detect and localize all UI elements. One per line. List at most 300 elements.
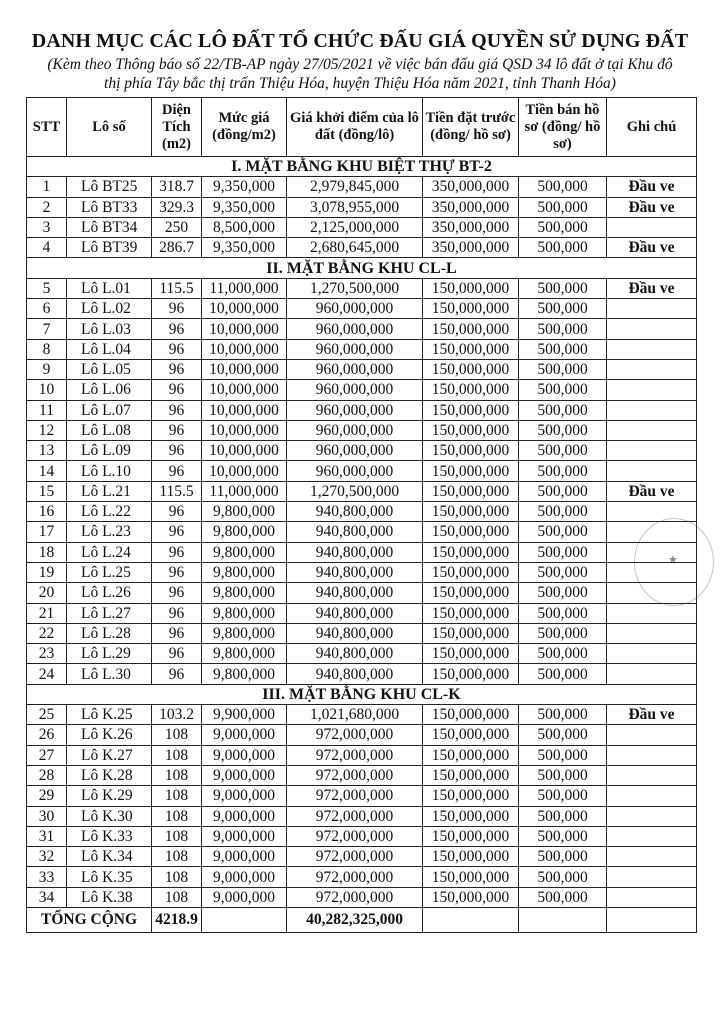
cell-note xyxy=(607,887,697,907)
table-row xyxy=(27,745,697,765)
table-row xyxy=(27,339,697,359)
cell-area: 108 xyxy=(152,725,202,745)
cell-deposit: 150,000,000 xyxy=(423,603,519,623)
subtitle-line-2: thị phía Tây bắc thị trấn Thiệu Hóa, huyện Thiệu Hóa năm 2021, tỉnh Thanh Hóa) xyxy=(104,75,616,92)
cell-stt: 17 xyxy=(27,522,67,542)
cell-area: 96 xyxy=(152,441,202,461)
cell-area: 96 xyxy=(152,420,202,440)
cell-price: 10,000,000 xyxy=(202,380,287,400)
cell-area: 250 xyxy=(152,217,202,237)
cell-lot: Lô K.30 xyxy=(67,806,152,826)
cell-deposit: 150,000,000 xyxy=(423,400,519,420)
cell-start-price: 3,078,955,000 xyxy=(287,197,423,217)
table-row xyxy=(27,806,697,826)
document-subtitle xyxy=(0,55,720,93)
cell-note xyxy=(607,319,697,339)
cell-area: 96 xyxy=(152,400,202,420)
cell-area: 108 xyxy=(152,826,202,846)
cell-price: 9,350,000 xyxy=(202,177,287,197)
cell-lot: Lô BT34 xyxy=(67,217,152,237)
header-deposit: Tiền đặt trước (đồng/ hồ sơ) xyxy=(423,98,519,157)
cell-doc-fee: 500,000 xyxy=(519,299,607,319)
cell-lot: Lô K.35 xyxy=(67,867,152,887)
cell-stt: 32 xyxy=(27,847,67,867)
cell-price: 9,000,000 xyxy=(202,806,287,826)
cell-price: 9,350,000 xyxy=(202,238,287,258)
cell-area: 96 xyxy=(152,339,202,359)
table-row xyxy=(27,786,697,806)
cell-note xyxy=(607,217,697,237)
cell-lot: Lô L.01 xyxy=(67,278,152,298)
cell-start-price: 940,800,000 xyxy=(287,644,423,664)
cell-note xyxy=(607,806,697,826)
table-row xyxy=(27,725,697,745)
cell-area: 96 xyxy=(152,380,202,400)
cell-price: 9,800,000 xyxy=(202,522,287,542)
cell-deposit: 350,000,000 xyxy=(423,197,519,217)
table-row xyxy=(27,562,697,582)
cell-doc-fee: 500,000 xyxy=(519,380,607,400)
cell-deposit: 150,000,000 xyxy=(423,705,519,725)
cell-price: 11,000,000 xyxy=(202,278,287,298)
cell-lot: Lô L.02 xyxy=(67,299,152,319)
cell-note: Đầu ve xyxy=(607,278,697,298)
cell-stt: 18 xyxy=(27,542,67,562)
cell-stt: 30 xyxy=(27,806,67,826)
cell-doc-fee: 500,000 xyxy=(519,238,607,258)
cell-deposit: 150,000,000 xyxy=(423,887,519,907)
cell-area: 108 xyxy=(152,847,202,867)
cell-start-price: 940,800,000 xyxy=(287,623,423,643)
cell-area: 96 xyxy=(152,359,202,379)
cell-price: 9,800,000 xyxy=(202,603,287,623)
cell-stt: 4 xyxy=(27,238,67,258)
total-row xyxy=(27,907,697,932)
cell-area: 115.5 xyxy=(152,481,202,501)
cell-deposit: 150,000,000 xyxy=(423,522,519,542)
cell-deposit: 150,000,000 xyxy=(423,502,519,522)
cell-doc-fee: 500,000 xyxy=(519,441,607,461)
cell-start-price: 960,000,000 xyxy=(287,319,423,339)
header-start-price: Giá khởi điểm của lô đất (đồng/lô) xyxy=(287,98,423,157)
header-price: Mức giá (đồng/m2) xyxy=(202,98,287,157)
cell-stt: 24 xyxy=(27,664,67,684)
cell-start-price: 940,800,000 xyxy=(287,562,423,582)
cell-start-price: 960,000,000 xyxy=(287,461,423,481)
cell-doc-fee: 500,000 xyxy=(519,725,607,745)
cell-doc-fee: 500,000 xyxy=(519,867,607,887)
cell-doc-fee: 500,000 xyxy=(519,319,607,339)
total-empty-fee xyxy=(519,907,607,932)
cell-area: 96 xyxy=(152,623,202,643)
header-lot: Lô số xyxy=(67,98,152,157)
cell-stt: 34 xyxy=(27,887,67,907)
cell-start-price: 1,270,500,000 xyxy=(287,481,423,501)
cell-price: 9,000,000 xyxy=(202,867,287,887)
cell-price: 10,000,000 xyxy=(202,441,287,461)
table-row xyxy=(27,502,697,522)
cell-doc-fee: 500,000 xyxy=(519,481,607,501)
table-row xyxy=(27,603,697,623)
cell-doc-fee: 500,000 xyxy=(519,887,607,907)
cell-note xyxy=(607,502,697,522)
table-row xyxy=(27,623,697,643)
cell-price: 9,000,000 xyxy=(202,765,287,785)
cell-stt: 23 xyxy=(27,644,67,664)
cell-lot: Lô L.23 xyxy=(67,522,152,542)
cell-stt: 16 xyxy=(27,502,67,522)
total-empty-note xyxy=(607,907,697,932)
table-row xyxy=(27,867,697,887)
cell-start-price: 940,800,000 xyxy=(287,542,423,562)
table-row xyxy=(27,461,697,481)
cell-stt: 15 xyxy=(27,481,67,501)
cell-note xyxy=(607,745,697,765)
cell-lot: Lô L.24 xyxy=(67,542,152,562)
cell-stt: 10 xyxy=(27,380,67,400)
document-title: DANH MỤC CÁC LÔ ĐẤT TỔ CHỨC ĐẤU GIÁ QUYỀN SỬ DỤNG ĐẤT xyxy=(31,30,689,52)
cell-stt: 13 xyxy=(27,441,67,461)
cell-note xyxy=(607,420,697,440)
cell-start-price: 972,000,000 xyxy=(287,806,423,826)
cell-start-price: 1,270,500,000 xyxy=(287,278,423,298)
cell-price: 9,000,000 xyxy=(202,725,287,745)
cell-price: 10,000,000 xyxy=(202,339,287,359)
cell-lot: Lô L.09 xyxy=(67,441,152,461)
cell-deposit: 150,000,000 xyxy=(423,380,519,400)
table-row xyxy=(27,522,697,542)
cell-area: 108 xyxy=(152,867,202,887)
cell-doc-fee: 500,000 xyxy=(519,826,607,846)
cell-start-price: 960,000,000 xyxy=(287,420,423,440)
cell-price: 9,800,000 xyxy=(202,542,287,562)
table-row xyxy=(27,197,697,217)
cell-lot: Lô L.22 xyxy=(67,502,152,522)
cell-deposit: 150,000,000 xyxy=(423,461,519,481)
cell-lot: Lô K.28 xyxy=(67,765,152,785)
cell-note xyxy=(607,562,697,582)
cell-doc-fee: 500,000 xyxy=(519,806,607,826)
lot-table xyxy=(26,97,697,933)
cell-note xyxy=(607,725,697,745)
cell-area: 96 xyxy=(152,603,202,623)
header-note: Ghi chú xyxy=(607,98,697,157)
cell-start-price: 972,000,000 xyxy=(287,867,423,887)
cell-stt: 26 xyxy=(27,725,67,745)
cell-price: 9,800,000 xyxy=(202,623,287,643)
cell-stt: 3 xyxy=(27,217,67,237)
cell-price: 9,800,000 xyxy=(202,644,287,664)
total-empty-deposit xyxy=(423,907,519,932)
table-row xyxy=(27,481,697,501)
cell-price: 10,000,000 xyxy=(202,359,287,379)
cell-note: Đầu ve xyxy=(607,197,697,217)
section-header-row xyxy=(27,157,697,177)
total-empty-price xyxy=(202,907,287,932)
cell-lot: Lô K.38 xyxy=(67,887,152,907)
cell-doc-fee: 500,000 xyxy=(519,339,607,359)
cell-area: 103.2 xyxy=(152,705,202,725)
cell-doc-fee: 500,000 xyxy=(519,502,607,522)
cell-note xyxy=(607,867,697,887)
cell-stt: 29 xyxy=(27,786,67,806)
cell-note xyxy=(607,441,697,461)
cell-deposit: 150,000,000 xyxy=(423,806,519,826)
cell-doc-fee: 500,000 xyxy=(519,359,607,379)
cell-deposit: 150,000,000 xyxy=(423,826,519,846)
cell-note: Đầu ve xyxy=(607,177,697,197)
cell-deposit: 150,000,000 xyxy=(423,278,519,298)
cell-area: 96 xyxy=(152,502,202,522)
cell-stt: 7 xyxy=(27,319,67,339)
cell-price: 9,900,000 xyxy=(202,705,287,725)
cell-lot: Lô K.26 xyxy=(67,725,152,745)
cell-deposit: 350,000,000 xyxy=(423,177,519,197)
table-row xyxy=(27,887,697,907)
cell-stt: 8 xyxy=(27,339,67,359)
cell-area: 108 xyxy=(152,887,202,907)
cell-lot: Lô L.28 xyxy=(67,623,152,643)
cell-note xyxy=(607,380,697,400)
cell-deposit: 350,000,000 xyxy=(423,238,519,258)
cell-doc-fee: 500,000 xyxy=(519,786,607,806)
cell-price: 9,800,000 xyxy=(202,502,287,522)
cell-stt: 2 xyxy=(27,197,67,217)
cell-deposit: 150,000,000 xyxy=(423,847,519,867)
cell-lot: Lô L.29 xyxy=(67,644,152,664)
cell-start-price: 940,800,000 xyxy=(287,583,423,603)
cell-doc-fee: 500,000 xyxy=(519,197,607,217)
cell-area: 96 xyxy=(152,542,202,562)
cell-note xyxy=(607,299,697,319)
cell-deposit: 150,000,000 xyxy=(423,664,519,684)
total-start-price: 40,282,325,000 xyxy=(287,907,423,932)
cell-price: 10,000,000 xyxy=(202,299,287,319)
cell-start-price: 960,000,000 xyxy=(287,339,423,359)
cell-stt: 11 xyxy=(27,400,67,420)
cell-lot: Lô L.08 xyxy=(67,420,152,440)
table-row xyxy=(27,705,697,725)
cell-area: 286.7 xyxy=(152,238,202,258)
cell-lot: Lô L.21 xyxy=(67,481,152,501)
cell-doc-fee: 500,000 xyxy=(519,420,607,440)
cell-stt: 12 xyxy=(27,420,67,440)
cell-area: 115.5 xyxy=(152,278,202,298)
cell-deposit: 150,000,000 xyxy=(423,583,519,603)
table-row xyxy=(27,400,697,420)
cell-lot: Lô L.03 xyxy=(67,319,152,339)
cell-start-price: 2,680,645,000 xyxy=(287,238,423,258)
cell-lot: Lô K.27 xyxy=(67,745,152,765)
cell-start-price: 972,000,000 xyxy=(287,725,423,745)
total-label: TỔNG CỘNG xyxy=(27,907,152,932)
cell-start-price: 940,800,000 xyxy=(287,664,423,684)
cell-start-price: 940,800,000 xyxy=(287,603,423,623)
table-row xyxy=(27,238,697,258)
cell-start-price: 972,000,000 xyxy=(287,745,423,765)
cell-doc-fee: 500,000 xyxy=(519,745,607,765)
cell-lot: Lô BT33 xyxy=(67,197,152,217)
table-row xyxy=(27,177,697,197)
cell-lot: Lô L.07 xyxy=(67,400,152,420)
cell-doc-fee: 500,000 xyxy=(519,623,607,643)
cell-area: 318.7 xyxy=(152,177,202,197)
cell-start-price: 960,000,000 xyxy=(287,380,423,400)
cell-lot: Lô L.30 xyxy=(67,664,152,684)
cell-note xyxy=(607,603,697,623)
subtitle-line-1: (Kèm theo Thông báo số 22/TB-AP ngày 27/05/2021 về việc bán đấu giá QSD 34 lô đất ở tại Khu đô xyxy=(47,56,673,73)
cell-note xyxy=(607,623,697,643)
cell-doc-fee: 500,000 xyxy=(519,177,607,197)
cell-area: 96 xyxy=(152,319,202,339)
cell-note xyxy=(607,359,697,379)
cell-stt: 19 xyxy=(27,562,67,582)
section-header-row xyxy=(27,684,697,704)
cell-price: 9,000,000 xyxy=(202,786,287,806)
cell-start-price: 972,000,000 xyxy=(287,826,423,846)
cell-price: 9,000,000 xyxy=(202,826,287,846)
cell-start-price: 1,021,680,000 xyxy=(287,705,423,725)
cell-doc-fee: 500,000 xyxy=(519,705,607,725)
cell-note xyxy=(607,339,697,359)
table-row xyxy=(27,359,697,379)
cell-lot: Lô L.26 xyxy=(67,583,152,603)
cell-price: 9,800,000 xyxy=(202,664,287,684)
cell-note xyxy=(607,826,697,846)
cell-start-price: 2,125,000,000 xyxy=(287,217,423,237)
table-row xyxy=(27,420,697,440)
table-row xyxy=(27,644,697,664)
total-area: 4218.9 xyxy=(152,907,202,932)
cell-start-price: 960,000,000 xyxy=(287,441,423,461)
cell-doc-fee: 500,000 xyxy=(519,542,607,562)
table-row xyxy=(27,583,697,603)
cell-doc-fee: 500,000 xyxy=(519,400,607,420)
cell-area: 96 xyxy=(152,461,202,481)
section-title: II. MẶT BẰNG KHU CL-L xyxy=(27,258,697,278)
cell-lot: Lô BT39 xyxy=(67,238,152,258)
section-title: I. MẶT BẰNG KHU BIỆT THỰ BT-2 xyxy=(27,157,697,177)
cell-note xyxy=(607,461,697,481)
seal-star-icon: ★ xyxy=(668,554,678,566)
cell-start-price: 972,000,000 xyxy=(287,765,423,785)
cell-note xyxy=(607,786,697,806)
cell-start-price: 2,979,845,000 xyxy=(287,177,423,197)
table-row xyxy=(27,299,697,319)
table-row xyxy=(27,441,697,461)
cell-stt: 14 xyxy=(27,461,67,481)
cell-start-price: 960,000,000 xyxy=(287,299,423,319)
cell-price: 9,000,000 xyxy=(202,887,287,907)
cell-deposit: 150,000,000 xyxy=(423,562,519,582)
cell-lot: Lô K.34 xyxy=(67,847,152,867)
cell-note xyxy=(607,664,697,684)
cell-price: 10,000,000 xyxy=(202,400,287,420)
cell-lot: Lô L.10 xyxy=(67,461,152,481)
cell-lot: Lô L.06 xyxy=(67,380,152,400)
cell-area: 96 xyxy=(152,562,202,582)
cell-deposit: 150,000,000 xyxy=(423,786,519,806)
cell-doc-fee: 500,000 xyxy=(519,765,607,785)
cell-price: 9,000,000 xyxy=(202,745,287,765)
cell-area: 96 xyxy=(152,583,202,603)
cell-lot: Lô K.29 xyxy=(67,786,152,806)
cell-doc-fee: 500,000 xyxy=(519,278,607,298)
table-row xyxy=(27,765,697,785)
cell-price: 10,000,000 xyxy=(202,461,287,481)
cell-lot: Lô L.04 xyxy=(67,339,152,359)
cell-area: 108 xyxy=(152,806,202,826)
cell-deposit: 150,000,000 xyxy=(423,644,519,664)
cell-price: 8,500,000 xyxy=(202,217,287,237)
cell-deposit: 150,000,000 xyxy=(423,867,519,887)
header-stt: STT xyxy=(27,98,67,157)
cell-deposit: 150,000,000 xyxy=(423,319,519,339)
cell-area: 108 xyxy=(152,786,202,806)
header-area: Diện Tích (m2) xyxy=(152,98,202,157)
cell-deposit: 150,000,000 xyxy=(423,359,519,379)
cell-deposit: 150,000,000 xyxy=(423,481,519,501)
cell-deposit: 150,000,000 xyxy=(423,725,519,745)
table-row xyxy=(27,847,697,867)
table-row xyxy=(27,542,697,562)
cell-doc-fee: 500,000 xyxy=(519,583,607,603)
header-doc-fee: Tiền bán hồ sơ (đồng/ hồ sơ) xyxy=(519,98,607,157)
cell-note: Đầu ve xyxy=(607,705,697,725)
cell-deposit: 150,000,000 xyxy=(423,542,519,562)
cell-doc-fee: 500,000 xyxy=(519,847,607,867)
cell-area: 96 xyxy=(152,522,202,542)
cell-area: 108 xyxy=(152,745,202,765)
cell-deposit: 150,000,000 xyxy=(423,420,519,440)
cell-price: 10,000,000 xyxy=(202,319,287,339)
cell-stt: 5 xyxy=(27,278,67,298)
table-row xyxy=(27,217,697,237)
cell-note xyxy=(607,644,697,664)
cell-doc-fee: 500,000 xyxy=(519,461,607,481)
cell-note xyxy=(607,542,697,562)
cell-area: 96 xyxy=(152,644,202,664)
cell-deposit: 150,000,000 xyxy=(423,339,519,359)
cell-stt: 28 xyxy=(27,765,67,785)
cell-doc-fee: 500,000 xyxy=(519,217,607,237)
cell-price: 9,800,000 xyxy=(202,583,287,603)
cell-stt: 21 xyxy=(27,603,67,623)
cell-stt: 6 xyxy=(27,299,67,319)
table-row xyxy=(27,380,697,400)
cell-lot: Lô K.25 xyxy=(67,705,152,725)
cell-note xyxy=(607,765,697,785)
cell-deposit: 150,000,000 xyxy=(423,441,519,461)
cell-lot: Lô L.27 xyxy=(67,603,152,623)
cell-start-price: 960,000,000 xyxy=(287,400,423,420)
cell-stt: 31 xyxy=(27,826,67,846)
cell-stt: 20 xyxy=(27,583,67,603)
cell-note xyxy=(607,522,697,542)
cell-note: Đầu ve xyxy=(607,238,697,258)
table-body xyxy=(27,157,697,908)
header-row xyxy=(27,98,697,157)
cell-stt: 9 xyxy=(27,359,67,379)
cell-area: 329.3 xyxy=(152,197,202,217)
cell-start-price: 940,800,000 xyxy=(287,502,423,522)
section-title: III. MẶT BẰNG KHU CL-K xyxy=(27,684,697,704)
cell-stt: 1 xyxy=(27,177,67,197)
cell-note: Đầu ve xyxy=(607,481,697,501)
cell-deposit: 150,000,000 xyxy=(423,299,519,319)
cell-deposit: 150,000,000 xyxy=(423,765,519,785)
cell-start-price: 972,000,000 xyxy=(287,786,423,806)
